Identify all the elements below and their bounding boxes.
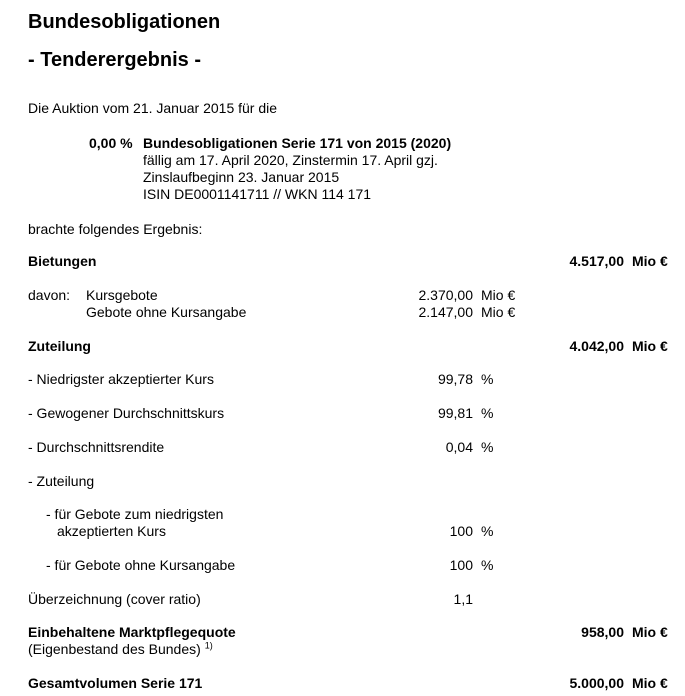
detail-unit: %	[481, 405, 494, 421]
gesamt-unit: Mio €	[632, 675, 668, 691]
davon-label: davon:	[28, 287, 71, 303]
zuteilung-sub-item-unit: %	[481, 557, 494, 573]
detail-unit: %	[481, 439, 494, 455]
zuteilung-sub-item-value: 100	[449, 557, 473, 573]
detail-label: - Durchschnittsrendite	[28, 439, 165, 455]
detail-value: 0,04	[445, 439, 473, 455]
zuteilung-sub-item-label: akzeptierten Kurs	[57, 523, 166, 539]
bond-maturity: fällig am 17. April 2020, Zinstermin 17. April gzj.	[143, 152, 438, 168]
zuteilung-value: 4.042,00	[569, 338, 624, 354]
gebote-ohne-label: Gebote ohne Kursangabe	[86, 304, 247, 320]
gebote-ohne-value: 2.147,00	[418, 304, 473, 320]
detail-value: 99,81	[437, 405, 473, 421]
zuteilung-sub-label: - Zuteilung	[28, 473, 95, 489]
bond-coupon: 0,00 %	[89, 135, 133, 151]
zuteilung-unit: Mio €	[632, 338, 668, 354]
result-intro: brachte folgendes Ergebnis:	[28, 221, 203, 237]
detail-unit: %	[481, 371, 494, 387]
zuteilung-sub-item-label: - für Gebote zum niedrigsten	[46, 506, 224, 522]
intro-text: Die Auktion vom 21. Januar 2015 für die	[28, 100, 278, 116]
kursgebote-label: Kursgebote	[86, 287, 158, 303]
gebote-ohne-unit: Mio €	[481, 304, 516, 320]
zuteilung-sub-item-label: - für Gebote ohne Kursangabe	[46, 557, 236, 573]
bietungen-value: 4.517,00	[569, 253, 624, 269]
gesamt-label: Gesamtvolumen Serie 171	[28, 675, 203, 691]
cover-value: 1,1	[453, 591, 473, 607]
marktpflege-unit: Mio €	[632, 624, 668, 640]
kursgebote-unit: Mio €	[481, 287, 516, 303]
footnote-marker: 1)	[204, 640, 213, 651]
marktpflege-label: Einbehaltene Marktpflegequote	[28, 624, 236, 640]
bond-name: Bundesobligationen Serie 171 von 2015 (2020)	[143, 135, 452, 151]
bietungen-unit: Mio €	[632, 253, 668, 269]
marktpflege-value: 958,00	[581, 624, 624, 640]
kursgebote-value: 2.370,00	[418, 287, 473, 303]
zuteilung-sub-item-value: 100	[449, 523, 473, 539]
detail-value: 99,78	[437, 371, 473, 387]
marktpflege-sublabel-text: (Eigenbestand des Bundes)	[28, 641, 201, 657]
bond-interest-start: Zinslaufbeginn 23. Januar 2015	[143, 169, 340, 185]
bietungen-label: Bietungen	[28, 253, 97, 269]
detail-label: - Niedrigster akzeptierter Kurs	[28, 371, 214, 387]
bond-isin: ISIN DE0001141711 // WKN 114 171	[143, 186, 372, 202]
gesamt-value: 5.000,00	[569, 675, 624, 691]
cover-label: Überzeichnung (cover ratio)	[28, 591, 201, 607]
page-subtitle: - Tenderergebnis -	[28, 49, 201, 71]
marktpflege-sublabel	[28, 641, 213, 658]
page-title: Bundesobligationen	[28, 11, 221, 33]
zuteilung-sub-item-unit: %	[481, 523, 494, 539]
zuteilung-label: Zuteilung	[28, 338, 91, 354]
detail-label: - Gewogener Durchschnittskurs	[28, 405, 225, 421]
